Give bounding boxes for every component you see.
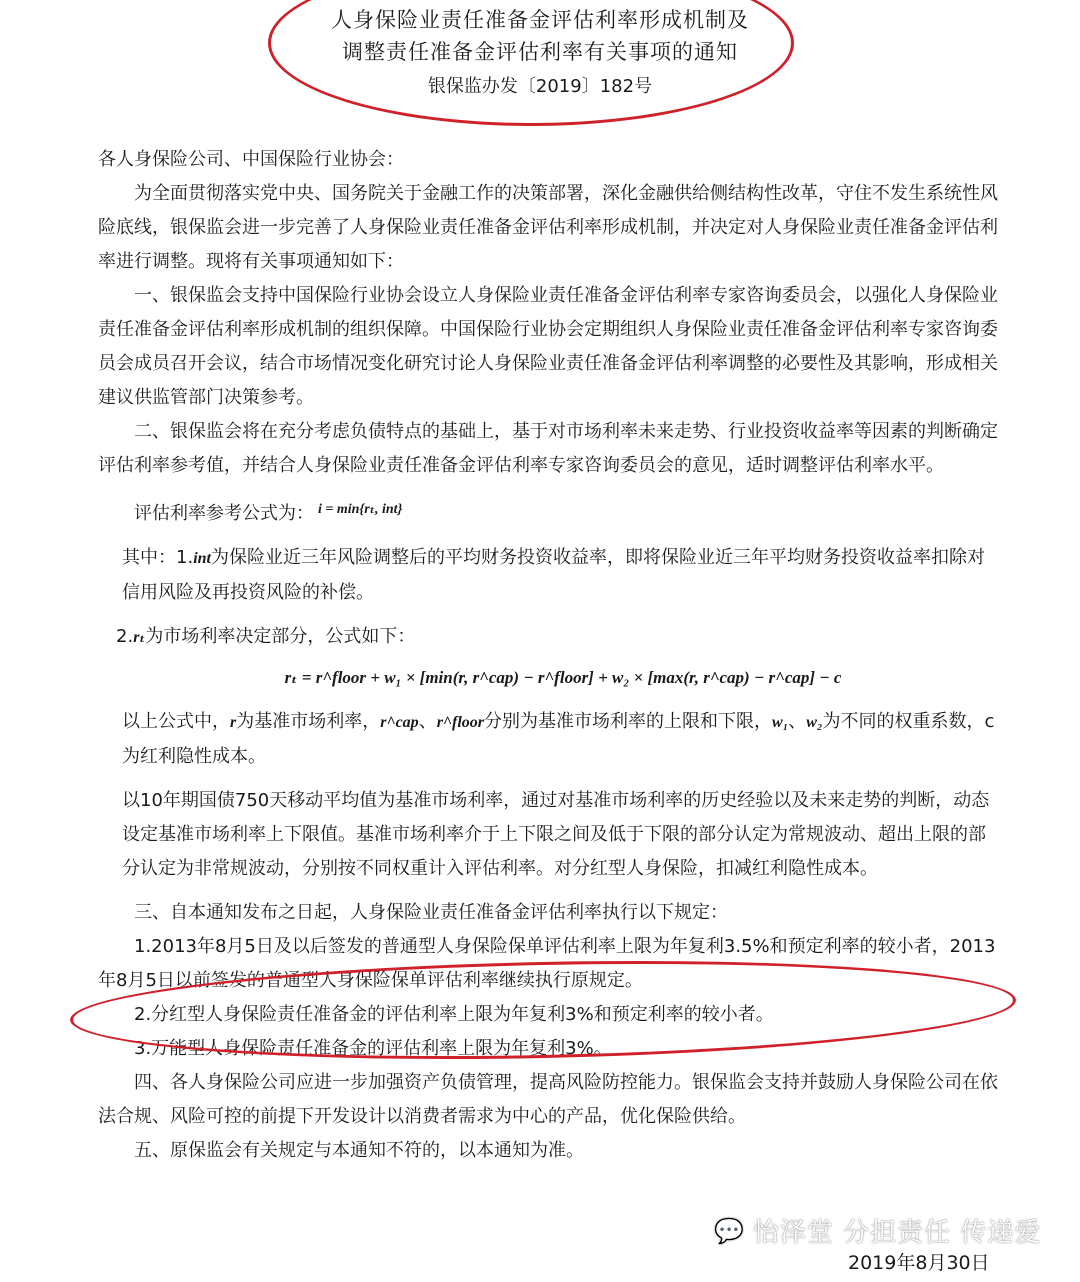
formula-label: 评估利率参考公式为：	[134, 503, 314, 524]
watermark	[714, 1212, 1041, 1249]
formula-explanation	[98, 705, 998, 774]
w1-symbol: w₁	[772, 714, 789, 731]
section-4: 四、各人身保险公司应进一步加强资产负债管理，提高风险防控能力。银保监会支持并鼓励人身保险公司在依法合规、风险可控的前提下开发设计以消费者需求为中心的产品，优化保险供给。	[98, 1072, 998, 1127]
note-1-prefix: 其中：1.	[122, 547, 194, 568]
section-3-item-2: 2.分红型人身保险责任准备金的评估利率上限为年复利3%和预定利率的较小者。	[134, 1004, 774, 1025]
section-1: 一、银保监会支持中国保险行业协会设立人身保险业责任准备金评估利率专家咨询委员会，以强化人身保险业责任准备金评估利率形成机制的组织保障。中国保险行业协会定期组织人身保险业责任准备金评估利率专家咨询委员会成员召开会议，结合市场情况变化研究讨论人身保险业责任准备金评估利率调整的必要性及其影响，形成相关建议供监管部门决策参考。	[98, 285, 998, 408]
r-symbol: r	[230, 714, 237, 731]
w2-symbol: w₂	[806, 714, 823, 731]
section-3: 三、自本通知发布之日起，人身保险业责任准备金评估利率执行以下规定：	[134, 902, 728, 923]
document-title-line-1: 人身保险业责任准备金评估利率形成机制及	[331, 8, 749, 32]
separator: 、	[788, 711, 807, 732]
explain-text-a: 以上公式中，	[122, 711, 230, 732]
section-3-item-3: 3.万能型人身保险责任准备金的评估利率上限为年复利3%。	[134, 1038, 612, 1059]
separator: 、	[418, 711, 437, 732]
note-1-text: 为保险业近三年风险调整后的平均财务投资收益率，即将保险业近三年平均财务投资收益率扣除对信用风险及再投资风险的补偿。	[122, 547, 985, 603]
formula-main: i = min{rₜ, int}	[318, 502, 403, 517]
explain-text-b: 为基准市场利率，	[236, 711, 381, 732]
rfloor-symbol: r^floor	[436, 714, 485, 731]
note-2-prefix: 2.	[116, 626, 134, 647]
formula-line	[98, 493, 998, 531]
benchmark-paragraph: 以10年期国债750天移动平均值为基准市场利率，通过对基准市场利率的历史经验以及未来走势的判断，动态设定基准市场利率上下限值。基准市场利率介于上下限之间及低于下限的部分认定为常规波动、超出上限的部分认定为非常规波动，分别按不同权重计入评估利率。对分红型人身保险，扣减红利隐性成本。	[122, 790, 990, 879]
section-3-item-1: 1.2013年8月5日及以后签发的普通型人身保险保单评估利率上限为年复利3.5%和预定利率的较小者，2013年8月5日以前签发的普通型人身保险保单评估利率继续执行原规定。	[98, 936, 996, 991]
note-2	[98, 620, 998, 655]
rcap-symbol: r^cap	[380, 714, 419, 731]
intro-paragraph: 为全面贯彻落实党中央、国务院关于金融工作的决策部署，深化金融供给侧结构性改革，守住不发生系统性风险底线，银保监会进一步完善了人身保险业责任准备金评估利率形成机制，并决定对人身保险业责任准备金评估利率进行调整。现将有关事项通知如下：	[98, 183, 998, 272]
section-5: 五、原保监会有关规定与本通知不符的，以本通知为准。	[134, 1140, 584, 1161]
formula-rt: rₜ = r^floor + w₁ × [min(r, r^cap) − r^floor] + w₂ × [max(r, r^cap) − r^cap] − c	[284, 668, 842, 687]
salutation: 各人身保险公司、中国保险行业协会：	[98, 149, 404, 170]
document-number: 银保监办发〔2019〕182号	[427, 76, 653, 97]
document-date: 2019年8月30日	[848, 1252, 990, 1274]
explain-text-c: 分别为基准市场利率的上限和下限，	[484, 711, 773, 732]
explain-text-d: 为不同的权重系数，c为红利隐性成本。	[122, 711, 995, 767]
note-1	[98, 541, 998, 610]
note-2-text: 为市场利率决定部分，公式如下：	[145, 626, 416, 647]
section-2: 二、银保监会将在充分考虑负债特点的基础上，基于对市场利率未来走势、行业投资收益率等因素的判断确定评估利率参考值，并结合人身保险业责任准备金评估利率专家咨询委员会的意见，适时调整评估利率水平。	[98, 421, 998, 476]
document-title-line-2: 调整责任准备金评估利率有关事项的通知	[342, 40, 738, 64]
wechat-icon: 💬	[714, 1216, 745, 1245]
rt-symbol: rₜ	[133, 629, 146, 646]
watermark-text: 怡泽堂 分担责任 传递爱	[752, 1218, 1042, 1248]
int-symbol: int	[193, 550, 211, 567]
